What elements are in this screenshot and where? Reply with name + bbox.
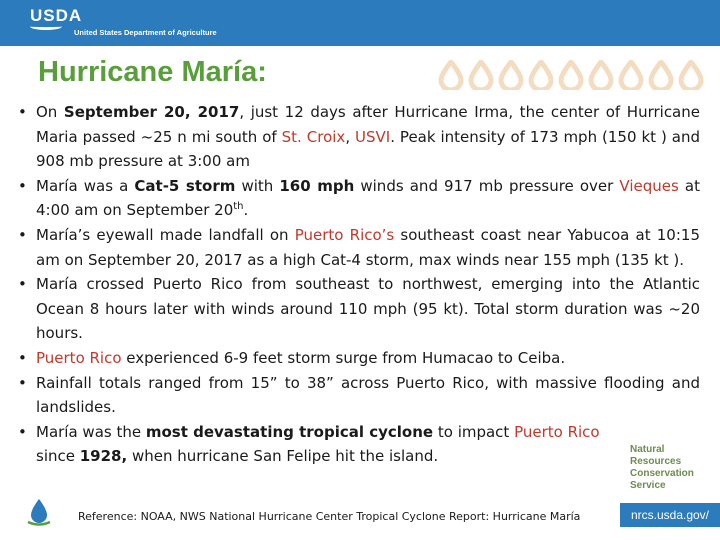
department-label: United States Department of Agriculture: [74, 28, 217, 37]
bullet-item: [18, 272, 700, 346]
bullet-text-run: María crossed Puerto Rico from southeast to northwest, emerging into the Atlantic Ocean 8 hours later with winds around 110 mph (95 kt). Total storm duration was ~20 hours.: [36, 275, 700, 343]
bullet-text-run: Puerto Rico: [36, 348, 122, 367]
bullet-text-run: southeast coast near Yabucoa at 10:15 am on September 20, 2017 as a high Cat-4 storm, max winds near 155 mph (135 kt ).: [36, 225, 700, 269]
bullet-text-run: 160 mph: [279, 176, 355, 195]
bullet-text-run: Puerto Rico’s: [294, 225, 395, 244]
nrcs-label-line: Service: [630, 480, 666, 491]
nrcs-url-link[interactable]: nrcs.usda.gov/: [620, 503, 720, 527]
bullet-text-run: to impact: [433, 422, 515, 441]
bullet-text-run: Vieques: [619, 176, 679, 195]
bullet-text-run: Puerto Rico: [514, 422, 600, 441]
bullet-item: [18, 100, 700, 174]
bullet-text-run: María’s eyewall made landfall on: [36, 225, 295, 244]
usda-logo: [30, 7, 82, 30]
nrcs-label: [630, 444, 694, 492]
bullet-text-run: th: [233, 201, 244, 213]
reference-text: Reference: NOAA, NWS National Hurricane Center Tropical Cyclone Report: Hurricane María: [78, 510, 581, 523]
bullet-item: [18, 223, 700, 272]
bullet-text-run: when hurricane San Felipe hit the island.: [127, 447, 439, 466]
bullet-item: [18, 346, 700, 371]
nrcs-label-line: Conservation: [630, 468, 694, 479]
drop-icon: [468, 60, 494, 90]
drop-icon: [438, 60, 464, 90]
bullet-text-run: , just 12 days after Hurricane Irma, the center of Hurricane Maria passed ~25 n mi south of: [36, 103, 700, 146]
bullet-text-run: St. Croix: [281, 127, 346, 146]
drop-icon: [618, 60, 644, 90]
bullet-text-run: ,: [345, 127, 356, 146]
nrcs-label-line: Resources: [630, 456, 682, 467]
nrcs-label-line: Natural: [630, 444, 665, 455]
bullet-item: [18, 420, 610, 469]
bullet-text-run: Cat-5 storm: [134, 176, 236, 195]
drop-icon: [588, 60, 614, 90]
drop-icon: [678, 60, 704, 90]
bullet-item: [18, 371, 700, 420]
bullet-list: [18, 100, 700, 469]
bullet-text-run: María was the: [36, 422, 146, 441]
page-title: Hurricane María:: [38, 56, 267, 88]
bullet-text-run: .: [243, 201, 249, 220]
header-bar: [0, 0, 720, 46]
bullet-text-run: September 20, 2017: [63, 103, 240, 121]
drop-icon: [558, 60, 584, 90]
bullet-text-run: most devastating tropical cyclone: [145, 422, 434, 441]
bullet-item: [18, 174, 700, 223]
drop-icon: [498, 60, 524, 90]
drop-icon: [528, 60, 554, 90]
bullet-text-run: . Peak intensity of 173 mph (150 kt ) and 908 mb pressure at 3:00 am: [36, 127, 700, 171]
usda-logo-text: USDA: [30, 6, 83, 25]
water-drop-logo-icon: [26, 498, 52, 526]
bullet-text-run: experienced 6-9 feet storm surge from Humacao to Ceiba.: [121, 348, 566, 367]
drop-icon: [648, 60, 674, 90]
bullet-text-run: 1928,: [79, 447, 128, 466]
bullet-text-run: at 4:00 am on September 20: [36, 176, 700, 220]
bullet-text-run: María was a: [36, 176, 135, 195]
bullet-text-run: On: [36, 103, 64, 121]
bullet-text-run: with: [235, 176, 280, 195]
bullet-text-run: winds and 917 mb pressure over: [354, 176, 620, 195]
decorative-drops: [438, 60, 704, 100]
bullet-text-run: USVI: [355, 127, 391, 146]
bullet-text-run: since: [36, 447, 80, 466]
bullet-text-run: Rainfall totals ranged from 15” to 38” across Puerto Rico, with massive flooding and landslides.: [36, 373, 700, 417]
